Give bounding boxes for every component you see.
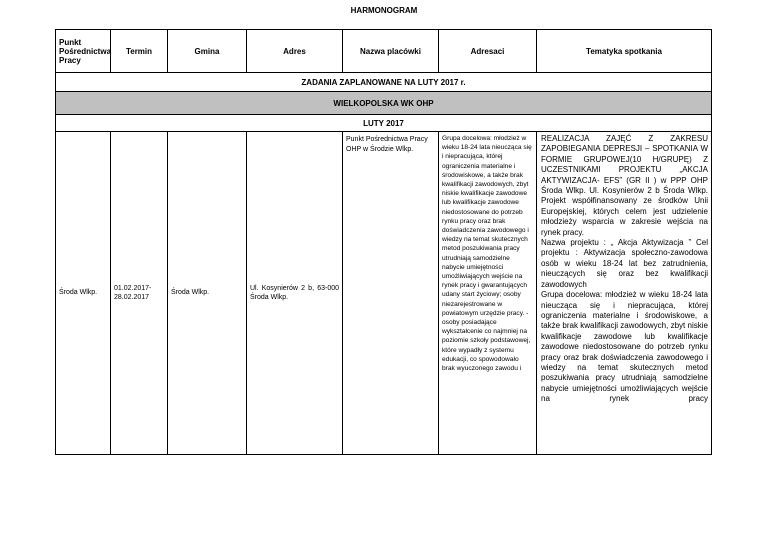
tematyka-paragraph-2: Nazwa projektu : „ Akcja Aktywizacja ” Cel projektu : Aktywizacja społeczno-zawodowa osób w wieku 18-24 lat bez zatrudnienia, nieuczących się oraz bez kwalifikacji zawodowych	[541, 238, 708, 289]
schedule-table	[55, 29, 712, 455]
header-placowka: Nazwa placówki	[343, 30, 439, 73]
region-title: WIELKOPOLSKA WK OHP	[56, 92, 712, 115]
termin-end: 28.02.2017	[114, 294, 150, 301]
cell-gmina: Środa Wlkp.	[168, 132, 247, 455]
header-adres: Adres	[247, 30, 343, 73]
header-tematyka: Tematyka spotkania	[537, 30, 712, 73]
header-gmina: Gmina	[168, 30, 247, 73]
cell-punkt: Środa Wlkp.	[56, 132, 111, 455]
month-title: LUTY 2017	[56, 115, 712, 132]
document-title: HARMONOGRAM	[350, 6, 418, 15]
header-termin: Termin	[111, 30, 168, 73]
cell-termin	[111, 132, 168, 455]
section-row	[56, 73, 712, 92]
header-adresaci: Adresaci	[439, 30, 537, 73]
header-punkt: Punkt Pośrednictwa Pracy	[56, 30, 111, 73]
cell-adres: Ul. Kosynierów 2 b, 63-000 Środa Wlkp.	[247, 132, 343, 455]
termin-start: 01.02.2017-	[114, 284, 152, 292]
tematyka-paragraph-1: REALIZACJA ZAJĘĆ Z ZAKRESU ZAPOBIEGANIA DEPRESJI – SPOTKANIA W FORMIE GRUPOWEJ(10 H/GRUPĘ) Z UCZESTNIKAMI PROJEKTU „AKCJA AKTYWIZACJA- EFS” (GR II ) w PPP OHP Środa Wlkp. Ul. Kosynierów 2 b Środa Wlkp. Projekt współfinansowany ze środków Unii Europejskiej, których celem jest udzielenie młodzieży wsparcia w zakresie wejścia na rynek pracy.	[541, 134, 708, 237]
cell-placowka: Punkt Pośrednictwa Pracy OHP w Środzie Wlkp.	[343, 132, 439, 455]
header-row	[56, 30, 712, 73]
cell-tematyka	[537, 132, 712, 455]
region-row	[56, 92, 712, 115]
cell-adresaci: Grupa docelowa: młodzież w wieku 18-24 lata nieucząca się i niepracująca, której ograniczenia materialne i środowiskowe, a także brak kwalifikacji zawodowych, zbyt niskie kwalifikacje zawodowe lub kwalifikacje zawodowe niedostosowane do potrzeb rynku pracy oraz brak doświadczenia zawodowego i wiedzy na temat skutecznych metod poszukiwania pracy utrudniają samodzielne nabycie umiejętności umożliwiających wejście na rynek pracy i gwarantujących udany start życiowy; osoby niezarejestrowane w powiatowym urzędzie pracy. - osoby posiadające wykształcenie co najmniej na poziomie szkoły podstawowej, które wypadły z systemu edukacji, co spowodowało brak wyuczonego zawodu i	[439, 132, 537, 455]
month-row	[56, 115, 712, 132]
section-title: ZADANIA ZAPLANOWANE NA LUTY 2017 r.	[56, 73, 712, 92]
tematyka-paragraph-3: Grupa docelowa: młodzież w wieku 18-24 lata nieucząca się i niepracująca, której ograniczenia materialne i środowiskowe, a także brak kwalifikacji zawodowych, zbyt niskie kwalifikacje zawodowe lub kwalifikacje zawodowe niedostosowane do potrzeb rynku pracy oraz brak doświadczenia zawodowego i wiedzy na temat skutecznych metod poszukiwania pracy utrudniają samodzielne nabycie umiejętności umożliwiających wejście na rynek pracy	[541, 290, 708, 404]
table-row	[56, 132, 712, 455]
